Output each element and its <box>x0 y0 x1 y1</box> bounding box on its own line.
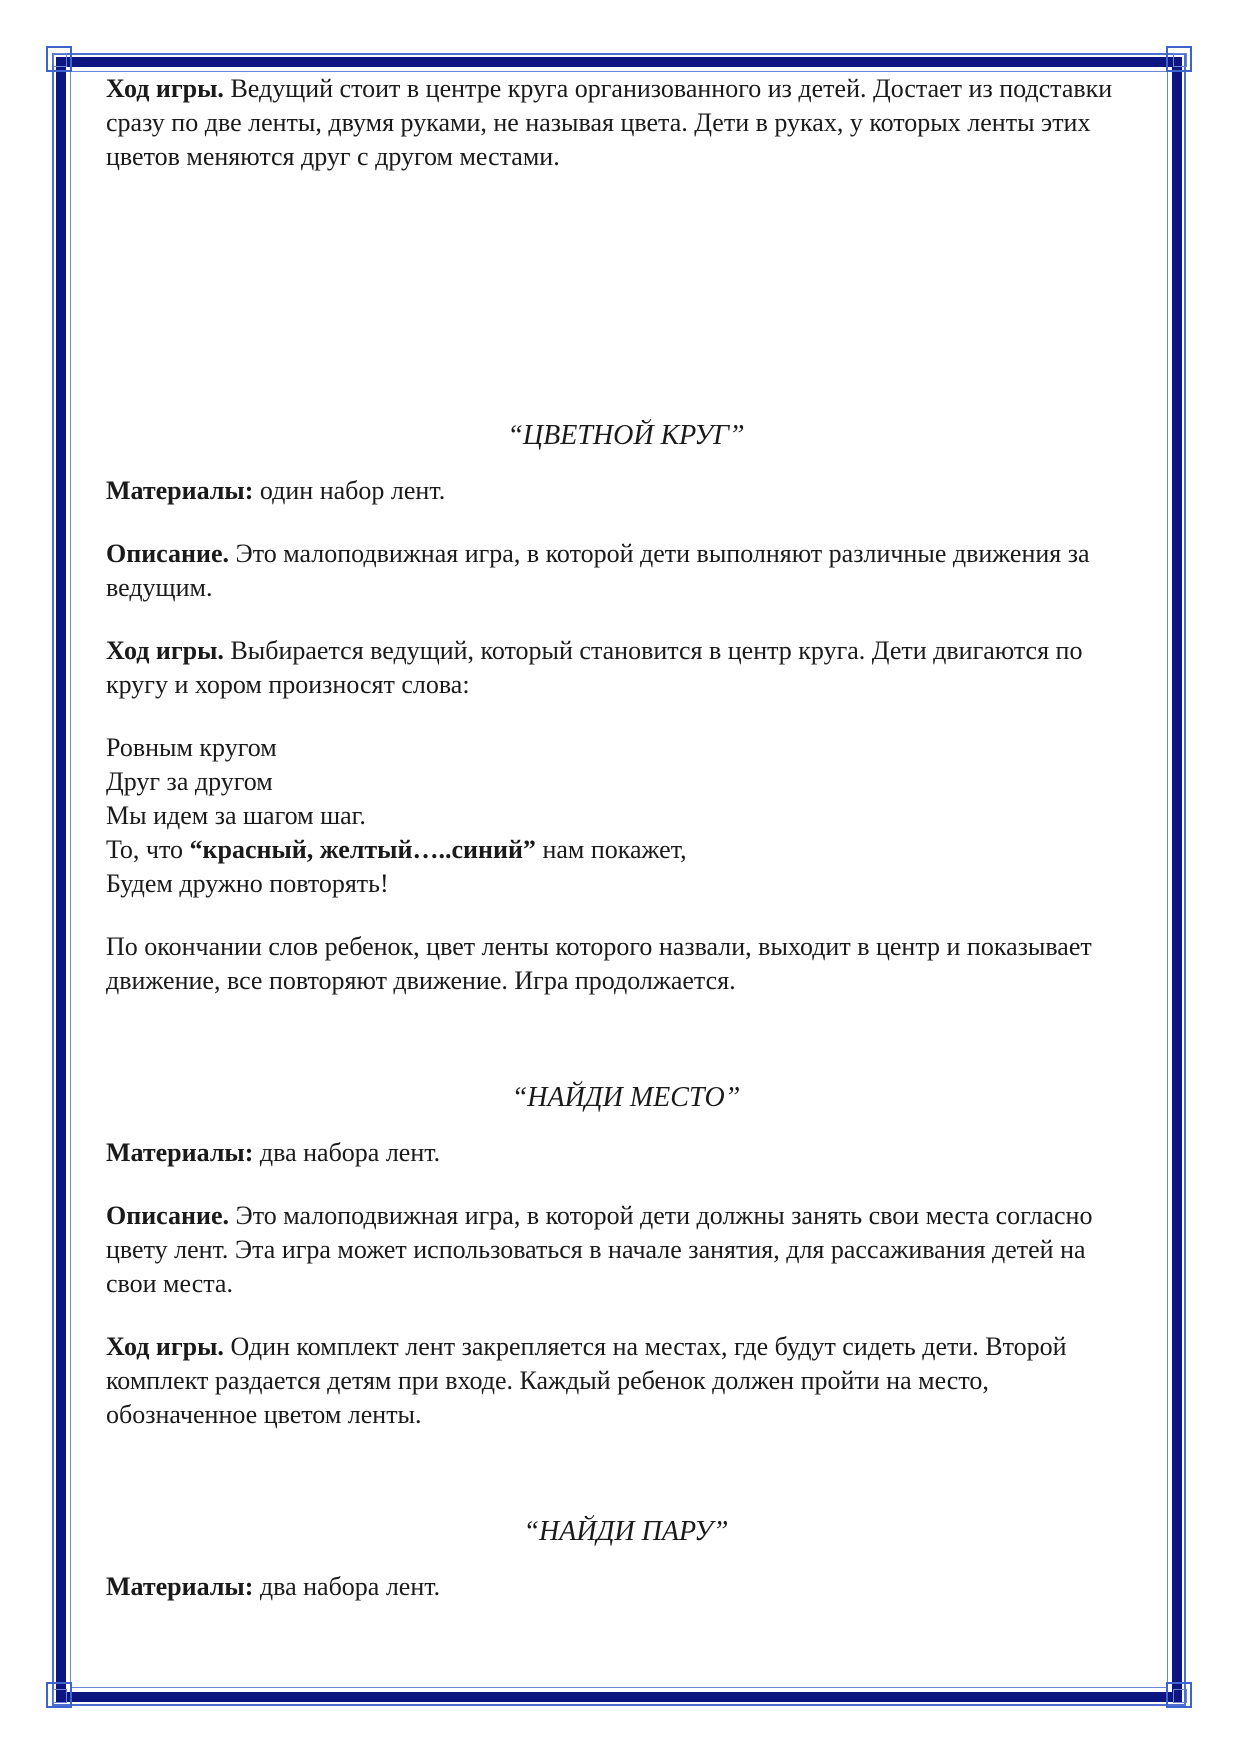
materials-paragraph <box>106 474 1126 508</box>
document-body <box>106 60 1126 1670</box>
intro-paragraph <box>106 72 1126 174</box>
materials-text: два набора лент. <box>253 1138 441 1167</box>
process-label: Ход игры. <box>106 636 224 665</box>
verse-line-start: То, что <box>106 835 190 864</box>
game-title: “ЦВЕТНОЙ КРУГ” <box>507 420 745 451</box>
process-text: Выбирается ведущий, который становится в центр круга. Дети двигаются по кругу и хором произносят слова: <box>106 636 1083 699</box>
materials-label: Материалы: <box>106 476 254 505</box>
verse-line: Ровным кругом <box>106 733 277 762</box>
description-text: Это малоподвижная игра, в которой дети должны занять свои места согласно цвету лент. Эта игра может использоваться в начале занятия, для рассаживания детей на свои места. <box>106 1201 1093 1298</box>
description-paragraph <box>106 1199 1126 1301</box>
verse-line-end: нам покажет, <box>535 835 687 864</box>
process-paragraph <box>106 634 1126 702</box>
process-label: Ход игры. <box>106 1332 224 1361</box>
verse <box>106 731 1126 901</box>
game-title: “НАЙДИ ПАРУ” <box>523 1516 729 1547</box>
after-paragraph: По окончании слов ребенок, цвет ленты которого назвали, выходит в центр и показывает движение, все повторяют движение. Игра продолжается. <box>106 932 1092 995</box>
game-title: “НАЙДИ МЕСТО” <box>511 1082 741 1113</box>
corner-ornament <box>46 1682 72 1708</box>
corner-ornament <box>46 46 72 72</box>
verse-line: Будем дружно повторять! <box>106 869 389 898</box>
intro-label: Ход игры. <box>106 74 224 103</box>
materials-label: Материалы: <box>106 1138 254 1167</box>
materials-text: два набора лент. <box>253 1572 441 1601</box>
description-paragraph <box>106 537 1126 605</box>
corner-ornament <box>1166 46 1192 72</box>
materials-paragraph <box>106 1136 1126 1170</box>
corner-ornament <box>1166 1682 1192 1708</box>
description-label: Описание. <box>106 539 230 568</box>
process-paragraph <box>106 1330 1126 1432</box>
verse-line: Друг за другом <box>106 767 273 796</box>
materials-text: один набор лент. <box>253 476 446 505</box>
verse-line: Мы идем за шагом шаг. <box>106 801 366 830</box>
materials-paragraph <box>106 1570 1126 1604</box>
materials-label: Материалы: <box>106 1572 254 1601</box>
description-label: Описание. <box>106 1201 230 1230</box>
verse-line <box>106 833 1126 867</box>
verse-colors: “красный, желтый…..синий” <box>189 835 536 864</box>
description-text: Это малоподвижная игра, в которой дети выполняют различные движения за ведущим. <box>106 539 1090 602</box>
intro-text: Ведущий стоит в центре круга организованного из детей. Достает из подставки сразу по две ленты, двумя руками, не называя цвета. Дети в руках, у которых ленты этих цветов меняются друг с другом местами. <box>106 74 1113 171</box>
process-text: Один комплект лент закрепляется на местах, где будут сидеть дети. Второй комплект раздается детям при входе. Каждый ребенок должен пройти на место, обозначенное цветом ленты. <box>106 1332 1067 1429</box>
